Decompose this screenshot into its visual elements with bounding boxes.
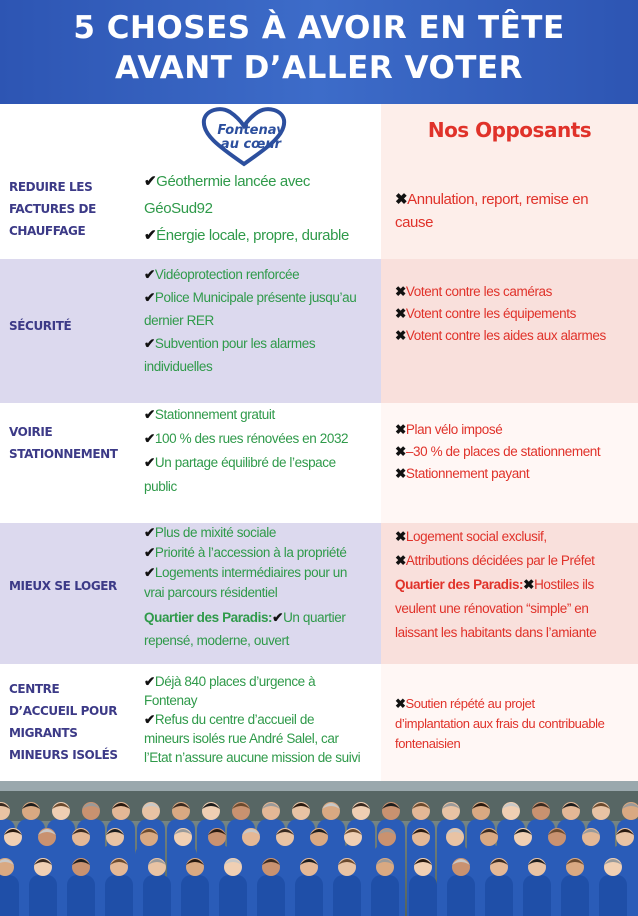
our-points: ✔Géothermie lancée avec GéoSud92 ✔Énergie locale, propre, durable [144,173,349,244]
opponent-points: ✖Plan vélo imposé ✖–30 % de places de stationnement ✖Stationnement payant [395,422,601,481]
person-jacket [29,875,57,916]
person-jacket [67,875,95,916]
group-photo [0,781,638,916]
logo-line1: Fontenay [217,123,285,138]
header-title-line1: 5 CHOSES À AVOIR EN TÊTE [73,10,565,46]
person-jacket [143,875,171,916]
person-jacket [599,875,627,916]
row-chauffage [0,166,638,259]
person-jacket [523,875,551,916]
opponents-title: Nos Opposants [427,118,592,142]
person-jacket [447,875,475,916]
person-jacket [409,875,437,916]
person-jacket [105,875,133,916]
opponent-points: ✖Logement social exclusif, ✖Attributions décidées par le Préfet Quartier des Paradis:✖Hostiles ils veulent une rénovation “simple” en laissant les habitants dans l’amiante [395,529,597,640]
row-voirie [0,403,638,523]
opponent-points: ✖Annulation, report, remise en cause [395,191,589,231]
logo-line2: au cœur [220,137,282,152]
logo [140,104,380,166]
row-label: REDUIRE LES FACTURES DE CHAUFFAGE [9,180,96,238]
our-points: ✔Stationnement gratuit ✔100 % des rues rénovées en 2032 ✔Un partage équilibré de l’espace public [144,407,349,494]
row-label: CENTRE D’ACCUEIL POUR MIGRANTS MINEURS ISOLÉS [9,682,118,762]
person-jacket [0,875,19,916]
person-jacket [561,875,589,916]
group-photo-illustration [0,781,638,916]
row-label: VOIRIE STATIONNEMENT [9,425,118,461]
our-points: ✔Déjà 840 places d’urgence à Fontenay ✔Refus du centre d’accueil de mineurs isolés rue André Salel, car l’Etat n’assure aucune mission de suivi [144,674,361,765]
opponent-points: ✖Votent contre les caméras ✖Votent contre les équipements ✖Votent contre les aides aux alarmes [395,284,606,343]
person-jacket [333,875,361,916]
person-jacket [181,875,209,916]
our-points: ✔Vidéoprotection renforcée ✔Police Municipale présente jusqu’au dernier RER ✔Subvention pour les alarmes individuelles [144,267,357,374]
row-centre-accueil [0,664,638,781]
person-jacket [295,875,323,916]
row-label: MIEUX SE LOGER [9,579,117,593]
person-jacket [219,875,247,916]
person-jacket [257,875,285,916]
person-jacket [485,875,513,916]
person-jacket [371,875,399,916]
header-title-line2: AVANT D’ALLER VOTER [115,50,523,86]
row-label: SÉCURITÉ [9,319,72,333]
our-points: ✔Plus de mixité sociale ✔Priorité à l’accession à la propriété ✔Logements intermédiaires pour un vrai parcours résidentiel Quartier des Paradis:✔Un quartier repensé, moderne, ouvert [144,525,347,648]
row-logement [0,523,638,664]
row-securite [0,259,638,403]
header-banner [0,0,638,104]
opponent-points: ✖Soutien répété au projet d’implantation aux frais du contribuable fontenaisien [395,696,605,751]
